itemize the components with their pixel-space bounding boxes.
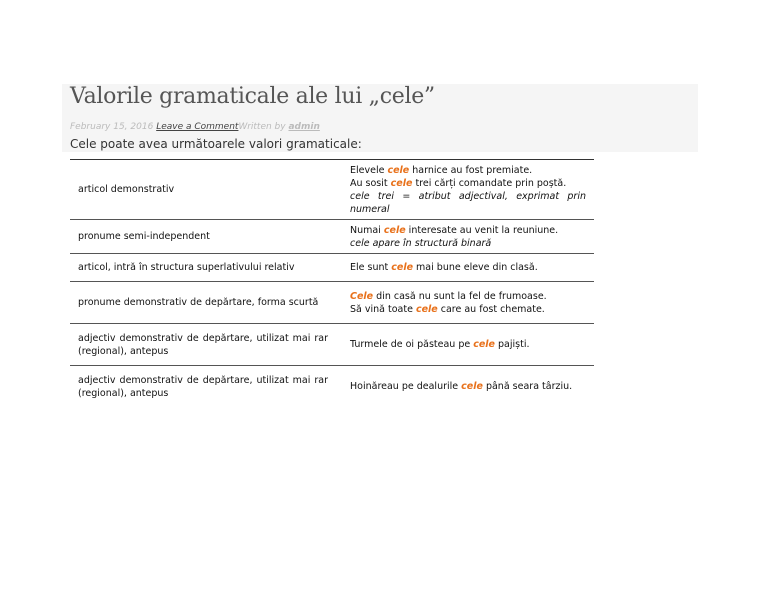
grammar-values-table <box>70 159 594 408</box>
grammatical-value: pronume demonstrativ de depărtare, forma scurtă <box>70 282 336 324</box>
example-note: cele trei = atribut adjectival, exprimat prin numeral <box>350 190 586 215</box>
example-text: interesate au venit la reuniune. <box>405 224 559 236</box>
grammatical-value: adjectiv demonstrativ de depărtare, utilizat mai rar (regional), antepus <box>70 324 336 366</box>
example-note: cele apare în structură binară <box>350 237 492 249</box>
example-cell <box>336 254 594 282</box>
example-text: Au sosit <box>350 177 391 189</box>
written-by-label: Written by <box>238 122 286 132</box>
highlight-cele: Cele <box>350 290 374 302</box>
example-text: trei cărți comandate prin poștă. <box>412 177 567 189</box>
intro-text: Cele poate avea următoarele valori gramaticale: <box>70 137 362 151</box>
highlight-cele: cele <box>415 303 438 315</box>
highlight-cele: cele <box>473 339 495 350</box>
table-row <box>70 366 594 408</box>
post-date[interactable]: February 15, 2016 <box>70 122 154 132</box>
table-row <box>70 160 594 220</box>
example-cell <box>336 282 594 324</box>
example-text: din casă nu sunt la fel de frumoase. <box>373 290 547 302</box>
example-text: Să vină toate <box>350 303 416 315</box>
example-text: Elevele <box>350 164 388 176</box>
leave-comment-link[interactable]: Leave a Comment <box>156 122 239 132</box>
highlight-cele: cele <box>461 381 483 393</box>
example-text: Hoinăreau pe dealurile <box>350 381 462 393</box>
post-title: Valorile gramaticale ale lui „cele” <box>70 84 435 109</box>
example-text: mai bune eleve din clasă. <box>413 262 538 273</box>
grammatical-value: articol demonstrativ <box>70 160 336 220</box>
highlight-cele: cele <box>390 177 413 189</box>
example-text: Numai <box>350 224 384 236</box>
example-text: până seara târziu. <box>482 381 573 393</box>
table-row <box>70 220 594 254</box>
author-link[interactable]: admin <box>288 122 320 132</box>
grammatical-value: adjectiv demonstrativ de depărtare, utilizat mai rar (regional), antepus <box>70 366 336 408</box>
example-text: Ele sunt <box>350 262 392 273</box>
example-cell <box>336 160 594 220</box>
example-cell <box>336 220 594 254</box>
example-text: pajiști. <box>495 339 530 350</box>
example-text: care au fost chemate. <box>437 303 545 315</box>
example-cell <box>336 366 594 408</box>
highlight-cele: cele <box>391 262 414 273</box>
table-row <box>70 282 594 324</box>
example-cell <box>336 324 594 366</box>
highlight-cele: cele <box>383 224 406 236</box>
grammatical-value: articol, intră în structura superlativului relativ <box>70 254 336 282</box>
post-meta <box>70 122 320 132</box>
highlight-cele: cele <box>387 164 410 176</box>
grammatical-value: pronume semi-independent <box>70 220 336 254</box>
table-row <box>70 254 594 282</box>
example-text: Turmele de oi păsteau pe <box>350 339 474 350</box>
example-text: harnice au fost premiate. <box>409 164 533 176</box>
table-row <box>70 324 594 366</box>
